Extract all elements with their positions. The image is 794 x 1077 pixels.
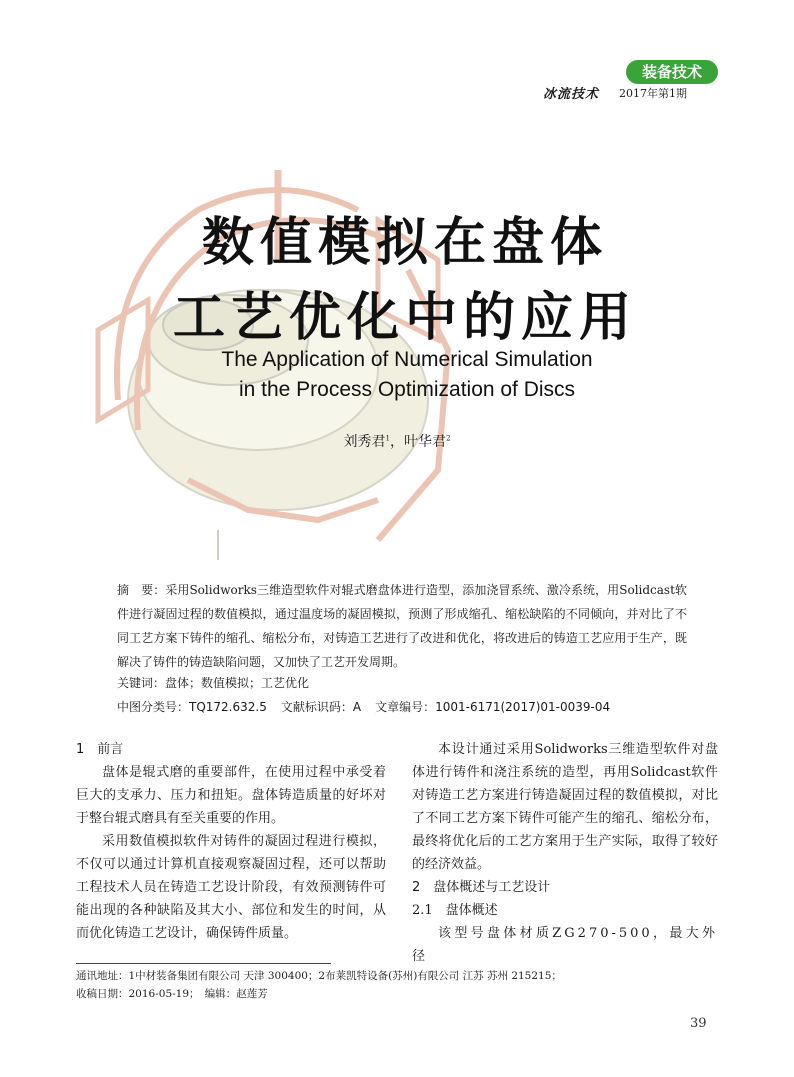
page-number: 39 [690,1016,707,1031]
journal-issue: 2017年第1期 [619,87,687,100]
section-1-paragraph-3: 本设计通过采用Solidworks三维造型软件对盘体进行铸件和浇注系统的造型，再用Solidcast软件对铸造工艺方案进行铸造凝固过程的数值模拟，对比了不同工艺方案下铸件可能产生的缩孔、缩松分布，最终将优化后的工艺方案用于生产实际，取得了较好的经济效益。 [412,742,718,872]
classification-line [117,698,624,715]
section-1-paragraph-1: 盘体是辊式磨的重要部件，在使用过程中承受着巨大的支承力、压力和扭矩。盘体铸造质量的好坏对于整台辊式磨具有至关重要的作用。 [76,765,386,826]
footnote-address: 通讯地址：1中材装备集团有限公司 天津 300400；2布莱凯特设备(苏州)有限公司 江苏 苏州 215215； [76,970,562,982]
body-left-column [76,738,386,945]
section-1-heading: 1 前言 [76,742,124,757]
footnote-received: 收稿日期：2016-05-19； 编辑：赵莲芳 [76,988,268,1000]
author-2-affiliation: 2 [446,434,451,443]
body-right-column [412,738,718,968]
section-1-paragraph-2: 采用数值模拟软件对铸件的凝固过程进行模拟，不仅可以通过计算机直接观察凝固过程，还可以帮助工程技术人员在铸造工艺设计阶段，有效预测铸件可能出现的各种缺陷及其大小、部位和发生的时间，从而优化铸造工艺设计，确保铸件质量。 [76,834,386,941]
keywords-label: 关键词： [117,676,166,690]
keywords [117,674,309,691]
english-title-line2: in the Process Optimization of Discs [238,378,576,401]
article-number: 文章编号：1001-6171(2017)01-0039-04 [375,700,611,714]
clc-number: 中图分类号：TQ172.632.5 [117,700,267,714]
english-title-line1: The Application of Numerical Simulation [221,348,593,371]
abstract [117,578,687,674]
author-separator: ， [390,434,404,450]
author-1-affiliation: 1 [385,434,390,443]
authors [0,431,794,451]
journal-name: 冰流技术 [543,87,600,102]
author-2: 叶华君 [404,434,446,450]
footnote-rule [76,963,331,964]
section-badge: 装备技术 [626,60,718,84]
abstract-text: 采用Solidworks三维造型软件对辊式磨盘体进行造型，添加浇冒系统、激冷系统，用Solidcast软件进行凝固过程的数值模拟，通过温度场的凝固模拟，预测了形成缩孔、缩松缺陷的不同倾向，并对比了不同工艺方案下铸件的缩孔、缩松分布，对铸造工艺进行了改进和优化，将改进后的铸造工艺应用于生产，既解决了铸件的铸造缺陷问题，又加快了工艺开发周期。 [117,583,687,669]
document-code: 文献标识码：A [280,700,362,714]
abstract-label: 摘 要： [117,583,166,597]
title-line2: 工艺优化中的应用 [172,288,637,348]
keywords-text: 盘体；数值模拟；工艺优化 [165,676,310,690]
section-2-heading: 2 盘体概述与工艺设计 [412,880,551,895]
title-line1: 数值模拟在盘体 [201,213,608,273]
author-1: 刘秀君 [343,434,386,450]
section-2-1-heading: 2.1 盘体概述 [412,903,498,918]
section-2-1-paragraph: 该型号盘体材质ZG270-500，最大外径 [412,926,718,964]
